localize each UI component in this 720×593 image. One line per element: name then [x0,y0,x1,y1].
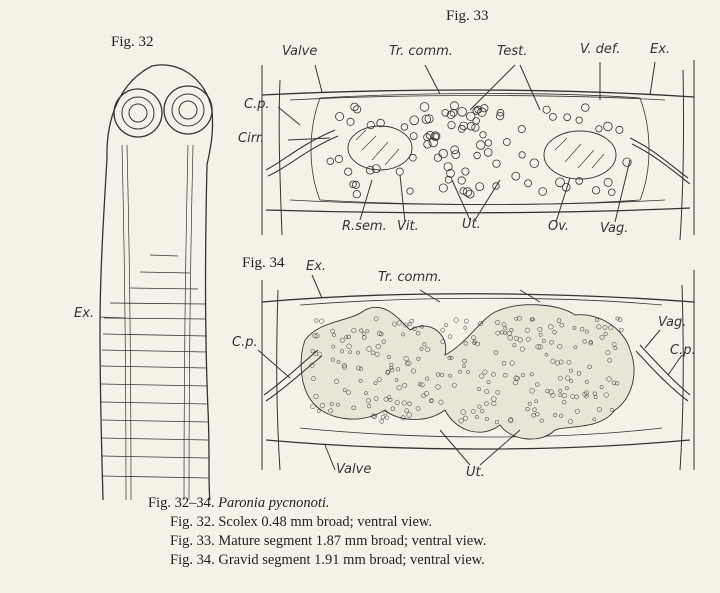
fig33-rsem-label: R.sem. [342,219,387,234]
fig34-ut-label: Ut. [466,465,485,480]
fig33-ex-label: Ex. [650,42,671,57]
fig34-ex-label: Ex. [306,259,327,274]
fig33-vit-label: Vit. [397,219,419,234]
fig33-ut-label: Ut. [462,217,481,232]
caption-line [148,513,486,532]
caption-species: Paronia pycnonoti. [218,495,330,511]
fig33-label: Fig. 33 [446,8,489,24]
figure-caption [148,494,486,570]
fig33-cirr-label: Cirr. [238,131,265,146]
scolex-drawing [100,65,213,500]
caption-text: Scolex 0.48 mm broad; ventral view. [218,514,433,530]
mature-segment-drawing [262,60,694,240]
fig32-ex-label: Ex. [74,306,95,321]
caption-line [148,532,486,551]
fig34-label: Fig. 34 [242,255,285,271]
gravid-segment-drawing [258,270,694,470]
caption-fig-number: Fig. 34. [170,552,215,568]
fig33-vag-label: Vag. [600,221,629,236]
caption-text: Mature segment 1.87 mm broad; ventral view. [218,533,487,549]
fig34-valve-label: Valve [336,462,372,477]
fig34-cp-left-label: C.p. [232,335,258,350]
fig34-trcomm-label: Tr. comm. [378,270,442,285]
fig34-vag-label: Vag. [658,315,687,330]
fig33-test-label: Test. [497,44,528,59]
fig33-cp-label: C.p. [244,97,270,112]
caption-header-prefix: Fig. 32–34. [148,495,215,511]
fig33-vdef-label: V. def. [580,42,621,57]
caption-fig-number: Fig. 32. [170,514,215,530]
caption-text: Gravid segment 1.91 mm broad; ventral view. [218,552,485,568]
fig33-valve-label: Valve [282,44,318,59]
fig33-ov-label: Ov. [548,219,569,234]
fig32-label: Fig. 32 [111,34,154,50]
caption-line [148,551,486,570]
fig34-cp-right-label: C.p. [670,343,696,358]
fig33-trcomm-label: Tr. comm. [389,44,453,59]
caption-header [148,494,486,513]
caption-fig-number: Fig. 33. [170,533,215,549]
